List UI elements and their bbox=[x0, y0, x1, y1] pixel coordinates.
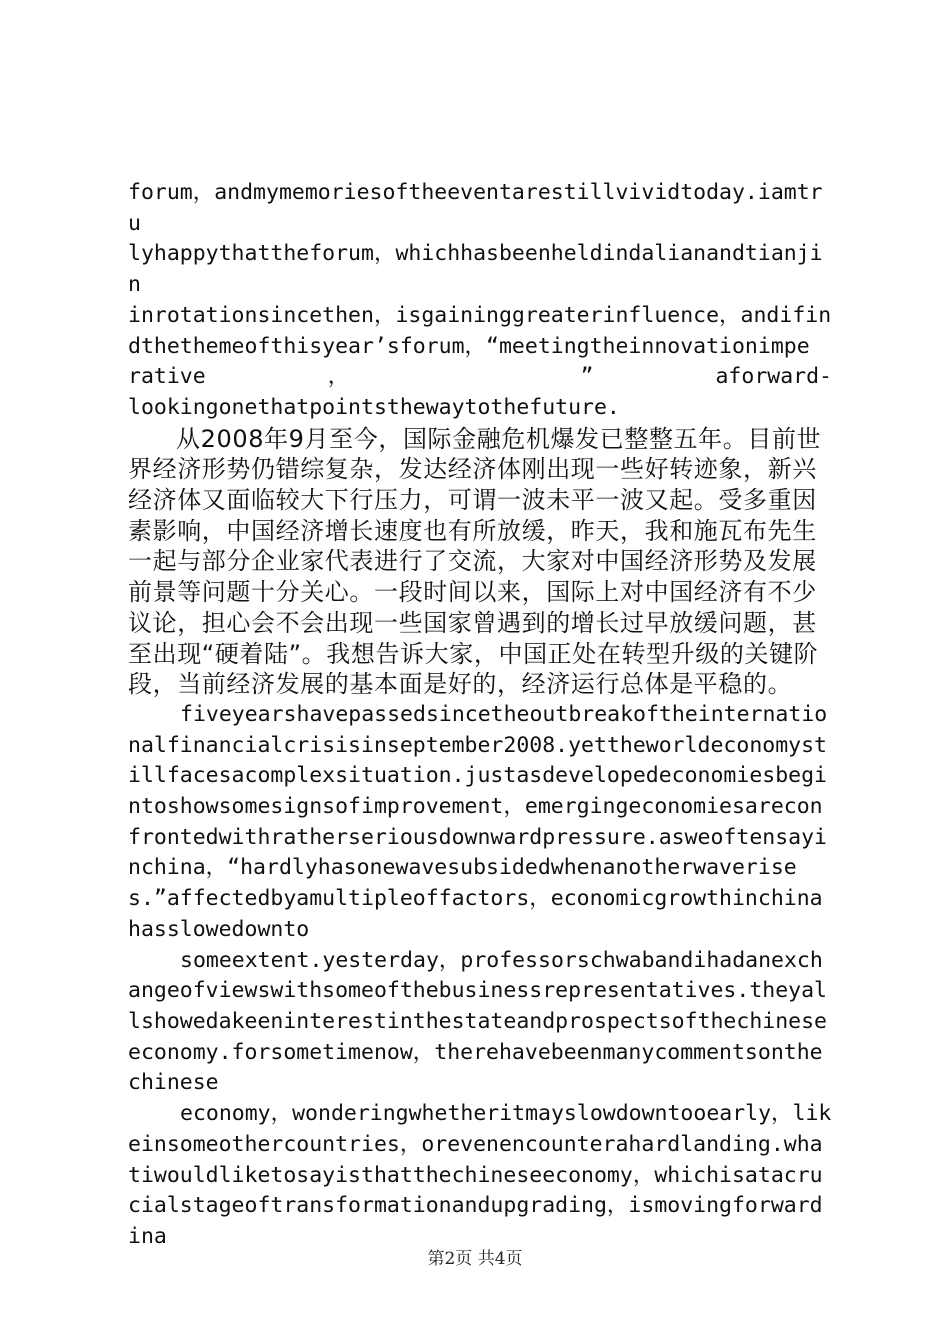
text-line: inrotationsincethen，isgaininggreaterinfluence，andifin bbox=[128, 302, 832, 328]
text-line: lyhappythattheforum，whichhasbeenheldindalianandtianjin bbox=[128, 241, 823, 298]
page-number-footer: 第2页 共4页 bbox=[427, 1249, 523, 1269]
document-body bbox=[128, 178, 832, 1253]
text-line: rative ， ” aforward- bbox=[128, 364, 832, 390]
paragraph-forum bbox=[128, 178, 832, 424]
text-line: lookingonethatpointsthewaytothefuture. bbox=[128, 394, 620, 420]
paragraph-chinese: 从2008年9月至今，国际金融危机爆发已整整五年。目前世界经济形势仍错综复杂，发达经济体刚出现一些好转迹象，新兴经济体又面临较大下行压力，可谓一波未平一波又起。受多重因素影响，中国经济增长速度也有所放缓，昨天，我和施瓦布先生一起与部分企业家代表进行了交流，大家对中国经济形势及发展前景等问题十分关心。一段时间以来，国际上对中国经济有不少议论，担心会不会出现一些国家曾遇到的增长过早放缓问题，甚至出现“硬着陆”。我想告诉大家，中国正处在转型升级的关键阶段，当前经济发展的基本面是好的，经济运行总体是平稳的。 bbox=[128, 424, 822, 699]
paragraph-five-years: fiveyearshavepassedsincetheoutbreakoftheinternationalfinancialcrisisinseptember2008.yettheworldeconomystillfacesacomplexsituation.justasdevelopedeconomiesbegintoshowsomesignsofimprovement，emergingeconomiesareconfrontedwithratherseriousdownwardpressure.asweoftensayinchina，“hardlyhasonewavesubsidedwhenanotherwaverises.”affectedbyamultipleoffactors，economicgrowthinchinahasslowedownto bbox=[128, 701, 828, 942]
text-line: forum，andmymemoriesoftheeventarestillvividtoday.iamtru bbox=[128, 180, 823, 236]
paragraph-some-extent: someextent.yesterday，professorschwabandihadanexchangeofviewswithsomeofthebusinessrepresentatives.theyallshowedakeeninterestinthestateandprospectsofthechineseeconomy.forsometimenow，therehavebeenmanycommentsonthechinese bbox=[128, 947, 827, 1096]
text-line: dthethemeofthisyear’sforum，“meetingtheinnovationimpe bbox=[128, 333, 810, 359]
paragraph-economy: economy，wonderingwhetheritmayslowdowntooearly，likeinsomeothercountries，orevenencounterahardlanding.whatiwouldliketosayisthatthechineseeconomy，whichisatacrucialstageoftransformationandupgrading，ismovingforwardina bbox=[128, 1101, 832, 1249]
